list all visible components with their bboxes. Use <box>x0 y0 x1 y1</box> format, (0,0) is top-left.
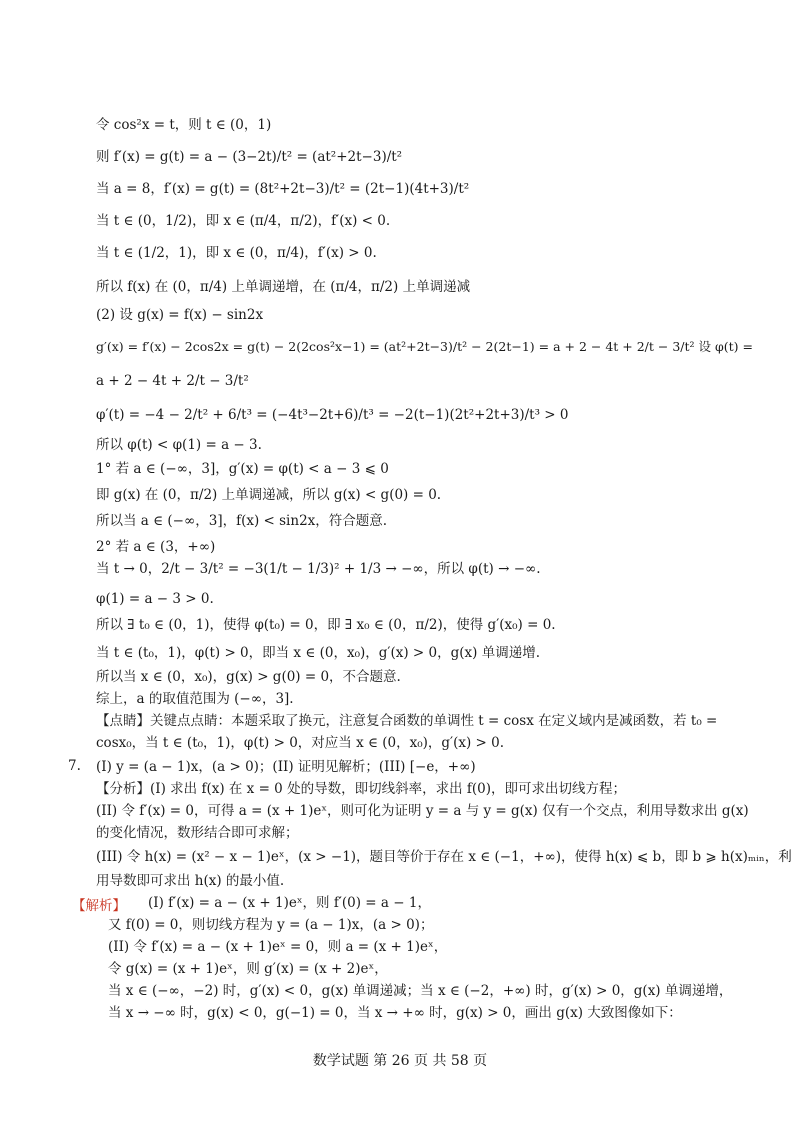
note-line: cosx₀，当 t ∈ (t₀，1)，φ(t) > 0，对应当 x ∈ (0，x₀)，g′(x) > 0. <box>96 735 505 751</box>
solution-line: 当 x → −∞ 时，g(x) < 0，g(−1) = 0，当 x → +∞ 时，g(x) > 0，画出 g(x) 大致图像如下： <box>108 1005 682 1021</box>
solution-tag: 【解析】 <box>72 898 126 914</box>
text-line: φ′(t) = −4 − 2/t² + 6/t³ = (−4t³−2t+6)/t³ = −2(t−1)(2t²+2t+3)/t³ > 0 <box>96 407 569 423</box>
text-line: 当 a = 8，f′(x) = g(t) = (8t²+2t−3)/t² = (2t−1)(4t+3)/t² <box>96 181 470 197</box>
answer-line: (I) y = (a − 1)x，(a > 0)；(II) 证明见解析；(III) [−e，+∞) <box>96 759 476 775</box>
text-line: 所以 ∃ t₀ ∈ (0，1)，使得 φ(t₀) = 0，即 ∃ x₀ ∈ (0，π/2)，使得 g′(x₀) = 0. <box>96 617 556 633</box>
text-line: 令 cos²x = t，则 t ∈ (0，1) <box>96 117 272 133</box>
text-line: 所以 f(x) 在 (0，π/4) 上单调递增，在 (π/4，π/2) 上单调递减 <box>96 279 471 295</box>
analysis-line: (III) 令 h(x) = (x² − x − 1)eˣ，(x > −1)，题目等价于存在 x ∈ (−1，+∞)，使得 h(x) ⩽ b，即 b ⩾ h(x)ₘᵢₙ，利 <box>96 849 792 865</box>
text-line: 即 g(x) 在 (0，π/2) 上单调递减，所以 g(x) < g(0) = 0. <box>96 487 442 503</box>
analysis-line: 的变化情况，数形结合即可求解； <box>96 825 299 841</box>
text-line: 则 f′(x) = g(t) = a − (3−2t)/t² = (at²+2t−3)/t² <box>96 149 403 165</box>
solution-line: 当 x ∈ (−∞，−2) 时，g′(x) < 0，g(x) 单调递减；当 x ∈ (−2，+∞) 时，g′(x) > 0，g(x) 单调递增， <box>108 983 733 999</box>
solution-line: (I) f′(x) = a − (x + 1)eˣ，则 f′(0) = a − 1， <box>148 895 431 911</box>
text-line: (2) 设 g(x) = f(x) − sin2x <box>96 307 264 323</box>
page-footer: 数学试题 第 26 页 共 58 页 <box>312 1053 488 1069</box>
text-line: a + 2 − 4t + 2/t − 3/t² <box>96 373 249 389</box>
text-line: 当 t ∈ (0，1/2)，即 x ∈ (π/4，π/2)，f′(x) < 0. <box>96 213 391 229</box>
text-line: 所以当 a ∈ (−∞，3]，f(x) < sin2x，符合题意. <box>96 513 388 529</box>
text-line: 当 t → 0，2/t − 3/t² = −3(1/t − 1/3)² + 1/3 → −∞，所以 φ(t) → −∞. <box>96 561 541 577</box>
text-line: 所以当 x ∈ (0，x₀)，g(x) > g(0) = 0，不合题意. <box>96 669 401 685</box>
note-line: 【点睛】关键点点睛：本题采取了换元，注意复合函数的单调性 t = cosx 在定义域内是减函数，若 t₀ = <box>96 713 718 729</box>
question-number: 7. <box>68 758 81 774</box>
text-line: 1° 若 a ∈ (−∞，3]，g′(x) = φ(t) < a − 3 ⩽ 0 <box>96 461 389 477</box>
text-line: 当 t ∈ (1/2，1)，即 x ∈ (0，π/4)，f′(x) > 0. <box>96 245 377 261</box>
text-line: 当 t ∈ (t₀，1)，φ(t) > 0，即当 x ∈ (0，x₀)，g′(x) > 0，g(x) 单调递增. <box>96 645 540 661</box>
solution-line: 又 f(0) = 0，则切线方程为 y = (a − 1)x，(a > 0)； <box>108 917 434 933</box>
text-line: φ(1) = a − 3 > 0. <box>96 591 214 607</box>
solution-line: 令 g(x) = (x + 1)eˣ，则 g′(x) = (x + 2)eˣ， <box>108 961 388 977</box>
text-line: g′(x) = f′(x) − 2cos2x = g(t) − 2(2cos²x−1) = (at²+2t−3)/t² − 2(2t−1) = a + 2 − 4t + 2/t − 3/t² 设 φ(t) = <box>96 339 753 354</box>
analysis-line: 【分析】(I) 求出 f(x) 在 x = 0 处的导数，即切线斜率，求出 f(0)，即可求出切线方程； <box>96 781 626 797</box>
text-line: 综上，a 的取值范围为 (−∞，3]. <box>96 691 294 707</box>
text-line: 所以 φ(t) < φ(1) = a − 3. <box>96 437 262 453</box>
analysis-line: 用导数即可求出 h(x) 的最小值. <box>96 873 285 889</box>
solution-line: (II) 令 f′(x) = a − (x + 1)eˣ = 0，则 a = (x + 1)eˣ， <box>108 939 448 955</box>
analysis-line: (II) 令 f′(x) = 0，可得 a = (x + 1)eˣ，则可化为证明 y = a 与 y = g(x) 仅有一个交点，利用导数求出 g(x) <box>96 803 749 819</box>
text-line: 2° 若 a ∈ (3，+∞) <box>96 539 216 555</box>
